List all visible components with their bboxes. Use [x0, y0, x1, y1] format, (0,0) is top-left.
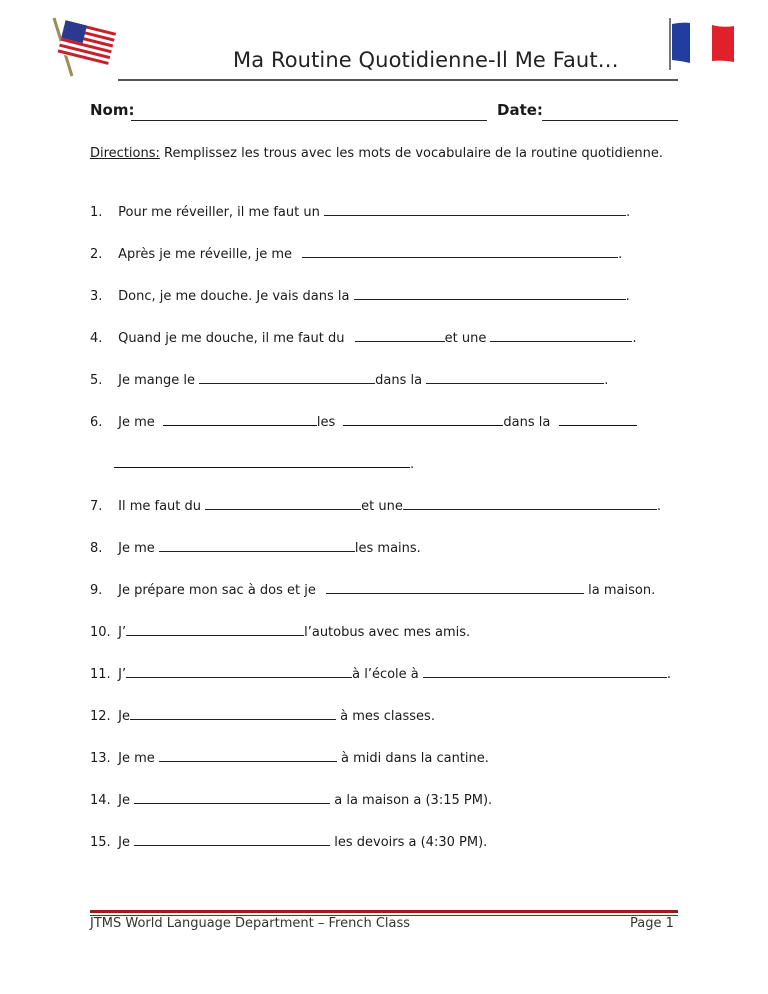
directions-text: Remplissez les trous avec les mots de vocabulaire de la routine quotidienne.	[159, 146, 664, 161]
header-divider	[118, 79, 678, 81]
item-number: 1.	[90, 205, 103, 220]
footer-department: JTMS World Language Department – French Class	[90, 916, 411, 931]
exercise-item-12	[90, 708, 435, 724]
item-text: J’	[118, 625, 127, 640]
answer-blank[interactable]	[490, 330, 632, 342]
item-text: Je me	[118, 415, 159, 430]
page-title: Ma Routine Quotidienne-Il Me Faut…	[233, 48, 619, 72]
item-text: à midi dans la cantine.	[336, 751, 489, 766]
item-text: a la maison a (3:15 PM).	[330, 793, 493, 808]
item-text: .	[625, 289, 630, 304]
item-text: Quand je me douche, il me faut du	[118, 331, 349, 346]
item-text: l’autobus avec mes amis.	[304, 625, 471, 640]
item-text: Je me	[118, 751, 159, 766]
exercise-item-14	[90, 792, 492, 808]
exercise-item-8	[90, 540, 421, 556]
footer-page-number: Page 1	[630, 916, 674, 931]
item-number: 13.	[90, 751, 111, 766]
item-text: Je prépare mon sac à dos et je	[118, 583, 321, 598]
item-text: Je me	[118, 541, 159, 556]
answer-blank[interactable]	[126, 624, 304, 636]
item-number: 10.	[90, 625, 111, 640]
answer-blank[interactable]	[324, 204, 626, 216]
answer-blank[interactable]	[126, 666, 352, 678]
france-flag-icon	[664, 18, 736, 70]
item-text: Donc, je me douche. Je vais dans la	[118, 289, 354, 304]
answer-blank[interactable]	[134, 792, 330, 804]
item-text: Pour me réveiller, il me faut un	[118, 205, 324, 220]
item-number: 11.	[90, 667, 111, 682]
item-number: 8.	[90, 541, 103, 556]
exercise-item-1	[90, 204, 630, 220]
answer-blank[interactable]	[114, 456, 410, 468]
item-text: .	[625, 205, 631, 220]
exercise-item-7	[90, 498, 661, 514]
date-label: Date:	[497, 101, 543, 119]
answer-blank[interactable]	[163, 414, 317, 426]
item-text: Je	[118, 793, 135, 808]
answer-blank[interactable]	[159, 750, 337, 762]
item-text: et une	[361, 499, 403, 514]
item-number: 2.	[90, 247, 103, 262]
answer-blank[interactable]	[426, 372, 604, 384]
item-text: les	[316, 415, 340, 430]
exercise-item-3	[90, 288, 630, 304]
item-text: la maison.	[584, 583, 656, 598]
item-number: 3.	[90, 289, 103, 304]
item-text: dans la	[503, 415, 555, 430]
answer-blank[interactable]	[559, 414, 637, 426]
directions-label: Directions:	[90, 146, 160, 161]
item-text: .	[410, 457, 415, 472]
answer-blank[interactable]	[423, 666, 667, 678]
nom-field[interactable]	[131, 120, 487, 121]
exercise-item-6-continued	[114, 456, 414, 472]
answer-blank[interactable]	[302, 246, 618, 258]
answer-blank[interactable]	[343, 414, 503, 426]
answer-blank[interactable]	[403, 498, 657, 510]
nom-label: Nom:	[90, 101, 135, 119]
item-text: Après je me réveille, je me	[118, 247, 297, 262]
item-text: .	[618, 247, 623, 262]
item-number: 7.	[90, 499, 103, 514]
item-number: 5.	[90, 373, 103, 388]
item-text: dans la	[375, 373, 427, 388]
answer-blank[interactable]	[355, 330, 445, 342]
exercise-item-10	[90, 624, 470, 640]
item-number: 12.	[90, 709, 111, 724]
item-text: Je	[118, 835, 135, 850]
exercise-item-2	[90, 246, 622, 262]
exercise-item-15	[90, 834, 487, 850]
directions	[90, 144, 677, 164]
answer-blank[interactable]	[354, 288, 626, 300]
item-number: 9.	[90, 583, 103, 598]
us-flag-icon	[50, 16, 116, 78]
item-number: 15.	[90, 835, 111, 850]
answer-blank[interactable]	[326, 582, 584, 594]
exercise-item-5	[90, 372, 608, 388]
item-text: Il me faut du	[118, 499, 206, 514]
answer-blank[interactable]	[134, 834, 330, 846]
item-number: 6.	[90, 415, 103, 430]
item-text: .	[632, 331, 637, 346]
exercise-item-13	[90, 750, 489, 766]
exercise-item-4	[90, 330, 637, 346]
item-text: .	[656, 499, 662, 514]
item-text: Je	[118, 709, 130, 724]
answer-blank[interactable]	[130, 708, 336, 720]
item-text: les devoirs a (4:30 PM).	[330, 835, 488, 850]
answer-blank[interactable]	[199, 372, 375, 384]
exercise-item-9	[90, 582, 655, 598]
answer-blank[interactable]	[159, 540, 355, 552]
exercise-item-11	[90, 666, 671, 682]
item-text: J’	[118, 667, 127, 682]
exercise-item-6	[90, 414, 637, 430]
item-number: 14.	[90, 793, 111, 808]
item-text: à mes classes.	[335, 709, 435, 724]
date-field[interactable]	[542, 120, 678, 121]
item-text: .	[666, 667, 672, 682]
item-text: les mains.	[354, 541, 421, 556]
item-number: 4.	[90, 331, 103, 346]
answer-blank[interactable]	[205, 498, 361, 510]
footer-divider	[90, 910, 678, 913]
item-text: et une	[444, 331, 491, 346]
item-text: à l’école à	[352, 667, 423, 682]
item-text: Je mange le	[118, 373, 200, 388]
item-text: .	[604, 373, 609, 388]
